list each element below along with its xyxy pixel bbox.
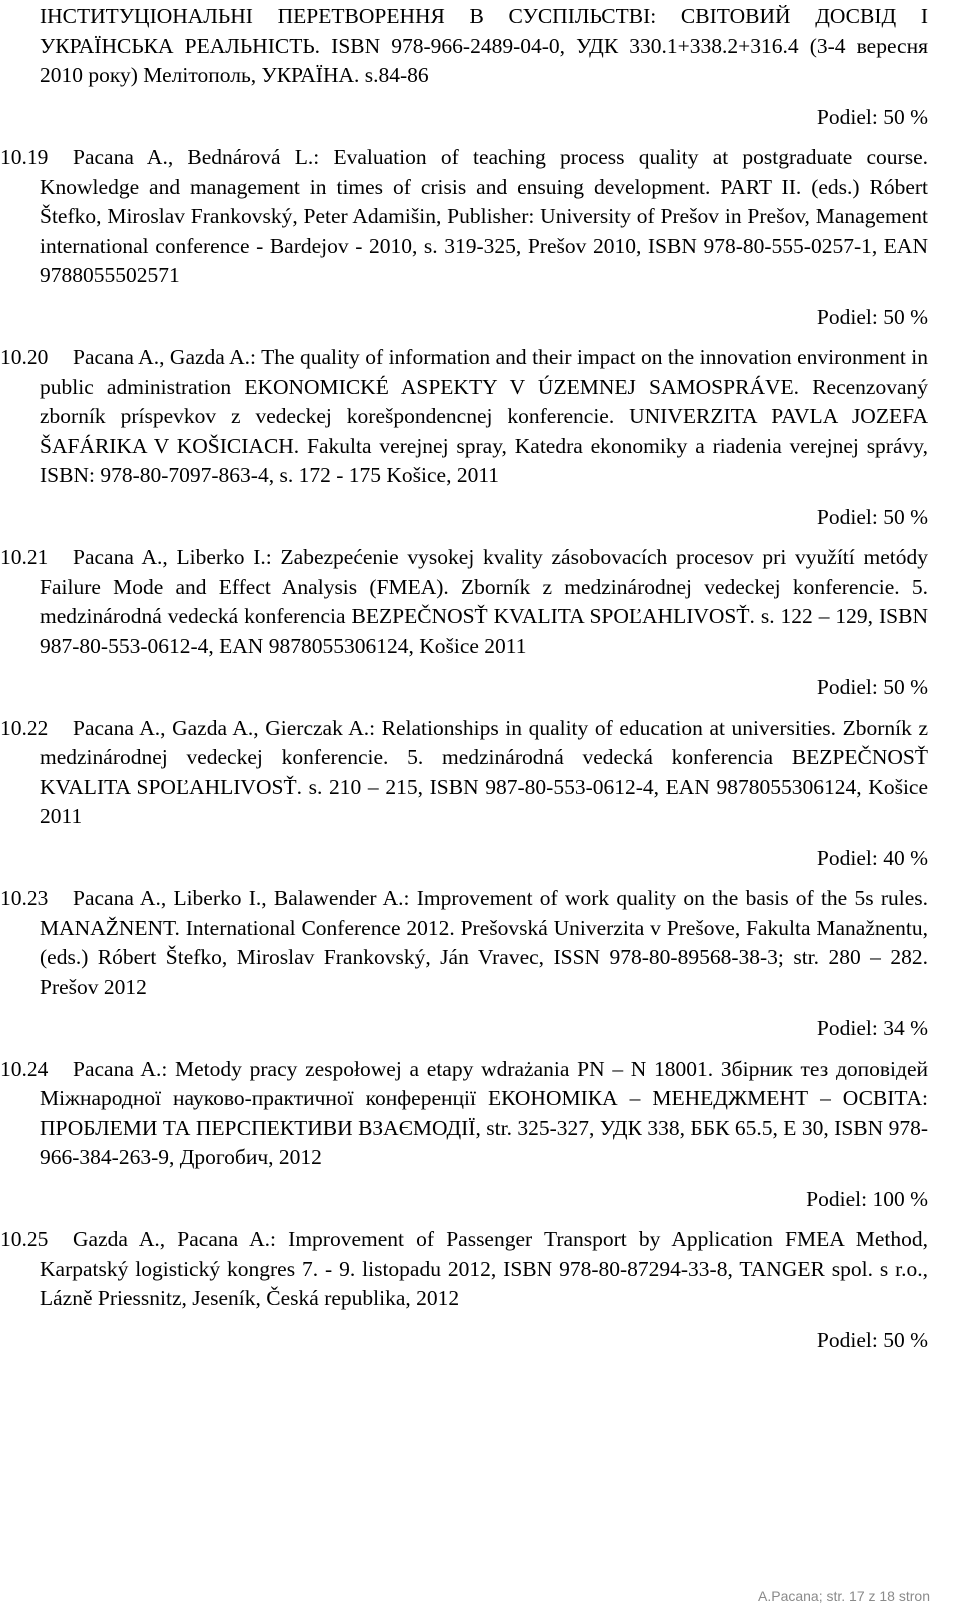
entry-text: Gazda A., Pacana A.: Improvement of Passenger Transport by Application FMEA Method, Karpatský logistický kongres 7. - 9. listopadu 2012, ISBN 978-80-87294-33-8, TANGER spol. s r.o., Lázně Priessnitz, Jeseník, Česká republika, 2012 bbox=[40, 1227, 928, 1310]
entry-share: Podiel: 50 % bbox=[816, 504, 928, 529]
entry-number: 10.24 bbox=[0, 1056, 49, 1081]
entry-number: 10.20 bbox=[0, 345, 49, 369]
entry-share: Podiel: 50 % bbox=[816, 1327, 928, 1352]
entry-text: Pacana A., Liberko I., Balawender A.: Improvement of work quality on the basis of the 5s rules. MANAŽNENT. International Conference 2012. Prešovská Univerzita v Prešove, Fakulta Manažnentu, (eds.) Róbert Štefko, Miroslav Frankovský, Ján Vravec, ISSN 978-80-89568-38-3; str. 280 – 282. Prešov 2012 bbox=[40, 886, 928, 999]
intro-entry-text: ІНСТИТУЦІОНАЛЬНІ ПЕРЕТВОРЕННЯ В СУСПІЛЬСТВІ: СВІТОВИЙ ДОСВІД І УКРАЇНСЬКА РЕАЛЬНІСТЬ. ISBN 978-966-2489-04-0, УДК 330.1+338.2+316.4 (3-4 вересня 2010 року) Мелітополь, УКРАЇНА. s.84-86 bbox=[40, 4, 928, 87]
entry-number: 10.22 bbox=[0, 715, 49, 740]
entry-number: 10.23 bbox=[0, 886, 49, 910]
publication-entry-10-21 bbox=[0, 543, 928, 661]
entry-number: 10.21 bbox=[0, 545, 49, 569]
publication-entry-10-19 bbox=[0, 143, 928, 291]
publication-entry-10-22 bbox=[0, 714, 928, 832]
entry-text: Pacana A., Bednárová L.: Evaluation of teaching process quality at postgraduate course. Knowledge and management in times of crisis and ensuing development. PART II. (eds.) Róbert Štefko, Miroslav Frankovský, Peter Adamišin, Publisher: University of Prešov in Prešov, Management international conference - Bardejov - 2010, s. 319-325, Prešov 2010, ISBN 978-80-555-0257-1, EAN 9788055502571 bbox=[40, 145, 928, 287]
page-footer: A.Pacana; str. 17 z 18 stron bbox=[758, 1588, 930, 1604]
publication-entry-10-20 bbox=[0, 343, 928, 491]
entry-text: Pacana A.: Metody pracy zespołowej a etapy wdrażania PN – N 18001. Збірник тез доповідей Міжнародної науково-практичної конференції ЕКОНОМІКА – МЕНЕДЖМЕНТ – ОСВІТА: ПРОБЛЕМИ ТА ПЕРСПЕКТИВИ ВЗАЄМОДІЇ, str. 325-327, УДК 338, ББК 65.5, Е 30, ISBN 978-966-384-263-9, Дрогобич, 2012 bbox=[40, 1056, 928, 1169]
publication-entry-10-24 bbox=[0, 1055, 928, 1173]
entry-text: Pacana A., Gazda A., Gierczak A.: Relationships in quality of education at universities. Zborník z medzinárodnej vedeckej konferencie. 5. medzinárodná vedecká konferencia BEZPEČNOSŤ KVALITA SPOĽAHLIVOSŤ. s. 210 – 215, ISBN 987-80-553-0612-4, EAN 9878055306124, Košice 2011 bbox=[40, 715, 928, 828]
entry-share: Podiel: 50 % bbox=[816, 675, 928, 699]
publication-entry-10-25 bbox=[0, 1225, 928, 1314]
entry-share: Podiel: 50 % bbox=[816, 304, 928, 329]
entry-number: 10.19 bbox=[0, 145, 49, 169]
entry-text: Pacana A., Liberko I.: Zabezpećenie vysokej kvality zásobovacích procesov pri využítí metódy Failure Mode and Effect Analysis (FMEA). Zborník z medzinárodnej vedeckej konferencie. 5. medzinárodná vedecká konferencia BEZPEČNOSŤ KVALITA SPOĽAHLIVOSŤ. s. 122 – 129, ISBN 987-80-553-0612-4, EAN 9878055306124, Košice 2011 bbox=[40, 545, 928, 658]
entry-share: Podiel: 100 % bbox=[806, 1186, 928, 1211]
entry-text: Pacana A., Gazda A.: The quality of information and their impact on the innovation environment in public administration EKONOMICKÉ ASPEKTY V ÚZEMNEJ SAMOSPRÁVE. Recenzovaný zborník príspevkov z vedeckej korešpondencnej konferencie. UNIVERZITA PAVLA JOZEFA ŠAFÁRIKA V KOŠICIACH. Fakulta verejnej spray, Katedra ekonomiky a riadenia verejnej správy, ISBN: 978-80-7097-863-4, s. 172 - 175 Košice, 2011 bbox=[40, 345, 928, 487]
intro-share: Podiel: 50 % bbox=[816, 104, 928, 129]
publication-entry-10-23 bbox=[0, 884, 928, 1002]
entry-share: Podiel: 34 % bbox=[816, 1016, 928, 1040]
entry-number: 10.25 bbox=[0, 1227, 49, 1251]
entry-share: Podiel: 40 % bbox=[816, 845, 928, 870]
